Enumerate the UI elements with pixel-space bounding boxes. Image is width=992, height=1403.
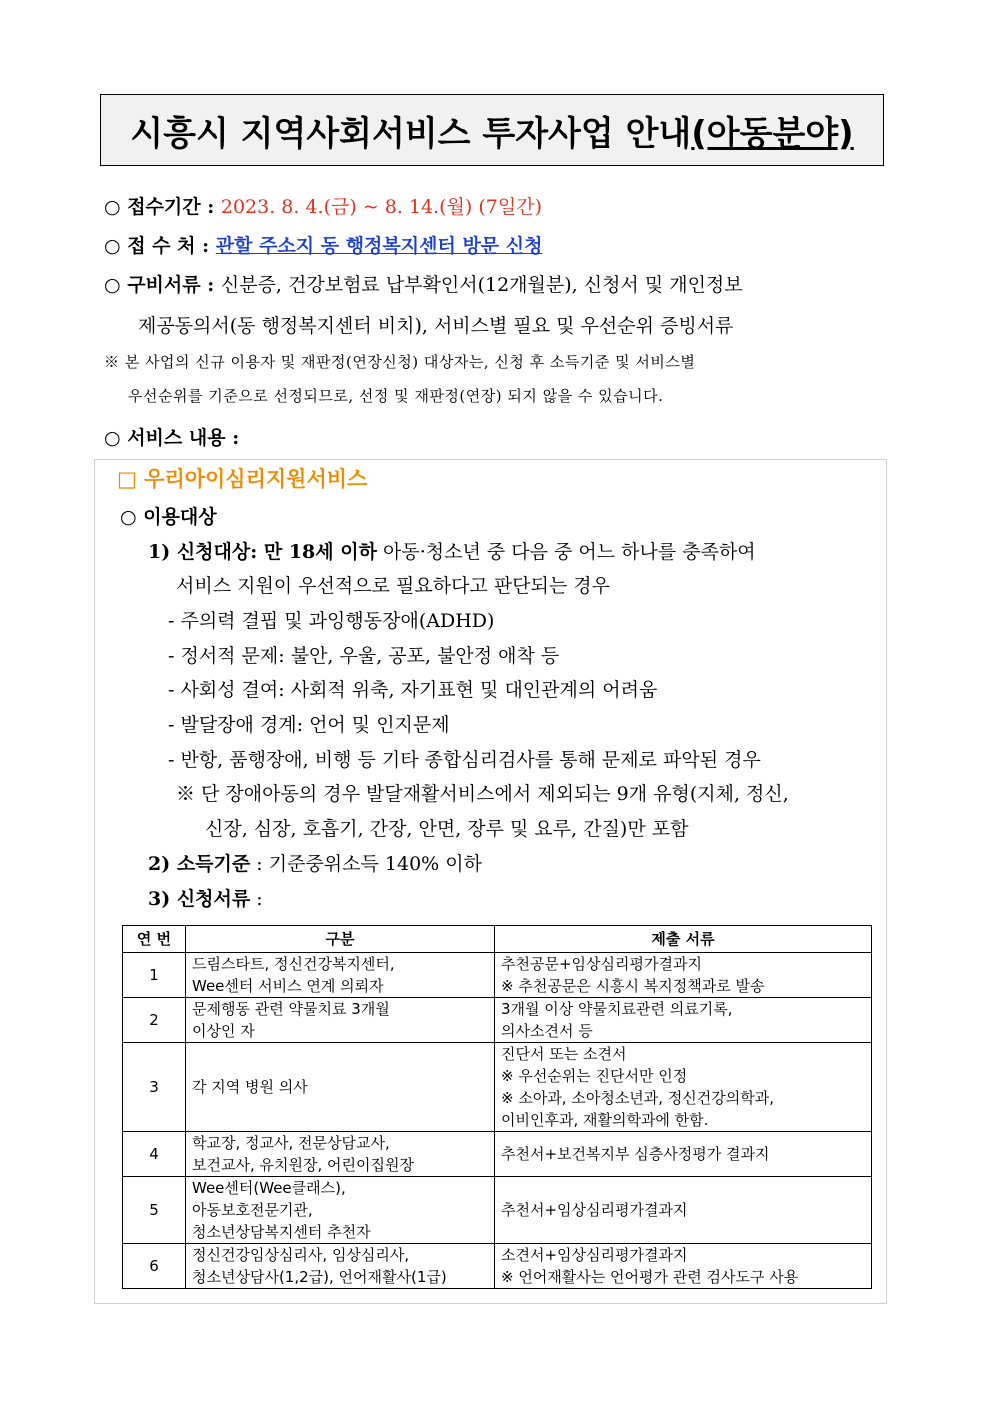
condition-item: - 발달장애 경계: 언어 및 인지문제 xyxy=(168,714,450,736)
row-number: 5 xyxy=(123,1177,186,1244)
item3-label: 3) 신청서류 xyxy=(148,888,251,910)
table-row xyxy=(123,1177,872,1244)
row-documents xyxy=(495,998,872,1043)
category-line: Wee센터 서비스 연계 의뢰자 xyxy=(192,977,384,995)
documents-line: 추천서+임상심리평가결과지 xyxy=(501,1201,688,1219)
item2-rest: : 기준중위소득 140% 이하 xyxy=(250,853,482,875)
table-row xyxy=(123,953,872,998)
header-number: 연 번 xyxy=(123,926,186,953)
category-line: 학교장, 정교사, 전문상담교사, xyxy=(192,1134,390,1152)
item1-line2: 서비스 지원이 우선적으로 필요하다고 판단되는 경우 xyxy=(176,575,610,597)
documents-line: 진단서 또는 소견서 xyxy=(501,1045,627,1063)
row-category xyxy=(186,1132,495,1177)
row-number: 2 xyxy=(123,998,186,1043)
reception-label: ○ 접수기간 : xyxy=(104,196,221,218)
documents-line: ※ 소아과, 소아청소년과, 정신건강의학과, xyxy=(501,1089,775,1107)
category-line: Wee센터(Wee클래스), xyxy=(192,1179,346,1197)
category-line: 드림스타트, 정신건강복지센터, xyxy=(192,955,395,973)
table-row xyxy=(123,1132,872,1177)
row-number: 4 xyxy=(123,1132,186,1177)
notice-line2: 우선순위를 기준으로 선정되므로, 선정 및 재판정(연장) 되지 않을 수 있습니다. xyxy=(128,387,664,405)
row-documents xyxy=(495,1132,872,1177)
documents-line: 3개월 이상 약물치료관련 의료기록, xyxy=(501,1000,733,1018)
row-category xyxy=(186,1043,495,1132)
place-value: 관할 주소지 동 행정복지센터 방문 신청 xyxy=(215,235,543,257)
item1 xyxy=(148,537,756,564)
documents-line: ※ 우선순위는 진단서만 인정 xyxy=(501,1067,688,1085)
row-documents xyxy=(495,1177,872,1244)
item1-rest: 아동·청소년 중 다음 중 어느 하나를 충족하여 xyxy=(376,541,756,563)
docs-label: ○ 구비서류 : xyxy=(104,274,221,296)
row-category xyxy=(186,1177,495,1244)
notice-line1: ※ 본 사업의 신규 이용자 및 재판정(연장신청) 대상자는, 신청 후 소득기준 및 서비스별 xyxy=(104,353,696,371)
condition-item: - 사회성 결여: 사회적 위축, 자기표현 및 대인관계의 어려움 xyxy=(168,679,658,701)
header-documents: 제출 서류 xyxy=(495,926,872,953)
section-title: □ 우리아이심리지원서비스 xyxy=(117,467,368,491)
row-category xyxy=(186,1244,495,1289)
row-documents xyxy=(495,953,872,998)
category-line: 각 지역 병원 의사 xyxy=(192,1078,308,1096)
row-number: 6 xyxy=(123,1244,186,1289)
exception-line1: ※ 단 장애아동의 경우 발달재활서비스에서 제외되는 9개 유형(지체, 정신, xyxy=(176,783,789,805)
item3-rest: : xyxy=(250,888,263,910)
reception-place xyxy=(104,231,542,258)
category-line: 청소년상담복지센터 추천자 xyxy=(192,1223,371,1241)
row-category xyxy=(186,953,495,998)
category-line: 보건교사, 유치원장, 어린이집원장 xyxy=(192,1156,414,1174)
item3 xyxy=(148,884,263,911)
page-title xyxy=(100,94,884,166)
table-header-row xyxy=(123,926,872,953)
condition-item: - 정서적 문제: 불안, 우울, 공포, 불안정 애착 등 xyxy=(168,645,560,667)
documents-line: 소견서+임상심리평가결과지 xyxy=(501,1246,688,1264)
row-documents xyxy=(495,1244,872,1289)
documents-line: ※ 추천공문은 시흥시 복지정책과로 발송 xyxy=(501,977,765,995)
category-line: 아동보호전문기관, xyxy=(192,1201,313,1219)
title-paren: (아동분야) xyxy=(691,113,854,154)
item1-label: 1) 신청대상: 만 18세 이하 xyxy=(148,541,377,563)
condition-item: - 주의력 결핍 및 과잉행동장애(ADHD) xyxy=(168,610,495,632)
category-line: 문제행동 관련 약물치료 3개월 xyxy=(192,1000,390,1018)
category-line: 청소년상담사(1,2급), 언어재활사(1급) xyxy=(192,1268,447,1286)
table-row xyxy=(123,1244,872,1289)
table-row xyxy=(123,998,872,1043)
category-line: 정신건강임상심리사, 임상심리사, xyxy=(192,1246,410,1264)
required-docs xyxy=(104,270,743,297)
condition-item: - 반항, 품행장애, 비행 등 기타 종합심리검사를 통해 문제로 파악된 경우 xyxy=(168,749,761,771)
row-number: 3 xyxy=(123,1043,186,1132)
documents-line: 추천공문+임상심리평가결과지 xyxy=(501,955,702,973)
exception-line2: 신장, 심장, 호흡기, 간장, 안면, 장루 및 요루, 간질)만 포함 xyxy=(205,818,689,840)
item2-label: 2) 소득기준 xyxy=(148,853,251,875)
row-number: 1 xyxy=(123,953,186,998)
documents-table xyxy=(122,925,872,1289)
service-heading: ○ 서비스 내용 : xyxy=(104,427,240,449)
documents-line: 추천서+보건복지부 심층사정평가 결과지 xyxy=(501,1145,770,1163)
place-label: ○ 접 수 처 : xyxy=(104,235,216,257)
table-row xyxy=(123,1043,872,1132)
category-line: 이상인 자 xyxy=(192,1022,255,1040)
docs-line1: 신분증, 건강보험료 납부확인서(12개월분), 신청서 및 개인정보 xyxy=(220,274,743,296)
row-category xyxy=(186,998,495,1043)
documents-line: ※ 언어재활사는 언어평가 관련 검사도구 사용 xyxy=(501,1268,799,1286)
docs-line2: 제공동의서(동 행정복지센터 비치), 서비스별 필요 및 우선순위 증빙서류 xyxy=(138,315,734,337)
header-category: 구분 xyxy=(186,926,495,953)
target-heading: ○ 이용대상 xyxy=(120,506,217,528)
reception-value: 2023. 8. 4.(금) ~ 8. 14.(월) (7일간) xyxy=(220,196,542,218)
reception-period xyxy=(104,192,542,219)
documents-line: 이비인후과, 재활의학과에 한함. xyxy=(501,1111,709,1129)
item2 xyxy=(148,849,482,876)
documents-line: 의사소견서 등 xyxy=(501,1022,593,1040)
row-documents xyxy=(495,1043,872,1132)
title-main: 시흥시 지역사회서비스 투자사업 안내 xyxy=(130,113,692,154)
